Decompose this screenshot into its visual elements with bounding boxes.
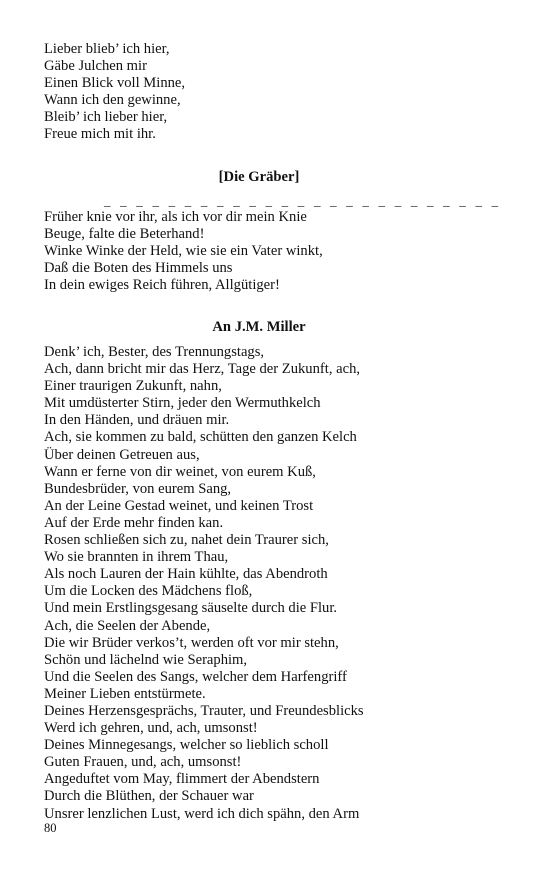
verse-line: Schön und lächelnd wie Seraphim, [44, 651, 248, 668]
poem-stanza-top [44, 41, 514, 144]
verse-line: Rosen schließen sich zu, nahet dein Traurer sich, [44, 532, 329, 549]
verse-line: Auf der Erde mehr finden kan. [44, 514, 224, 531]
verse-line: Einen Blick voll Minne, [44, 75, 186, 92]
poem-an-miller [44, 344, 514, 823]
verse-line: Denk’ ich, Bester, des Trennungstags, [44, 344, 265, 360]
verse-line: Bundesbrüder, von eurem Sang, [44, 480, 232, 497]
verse-line: In dein ewiges Reich führen, Allgütiger! [44, 277, 280, 294]
verse-line: Daß die Boten des Himmels uns [44, 260, 233, 277]
verse-line: Und mein Erstlingsgesang säuselte durch die Flur. [44, 600, 338, 617]
lacuna-dash-line: _ _ _ _ _ _ _ _ _ _ _ _ _ _ _ _ _ _ _ _ _ _ _ _ _ [104, 193, 502, 208]
verse-line: In den Händen, und dräuen mir. [44, 412, 230, 429]
verse-line: Um die Locken des Mädchens floß, [44, 583, 253, 600]
poem-title-an-miller: An J.M. Miller [212, 319, 306, 335]
verse-line: Gäbe Julchen mir [44, 58, 147, 75]
verse-line: Lieber blieb’ ich hier, [44, 41, 170, 57]
verse-line: Als noch Lauren der Hain kühlte, das Abendroth [44, 566, 328, 583]
verse-line: Ach, die Seelen der Abende, [44, 617, 211, 634]
verse-line: Deines Minnegesangs, welcher so lieblich scholl [44, 737, 329, 754]
verse-line: Unsrer lenzlichen Lust, werd ich dich spähn, den Arm [44, 805, 360, 822]
verse-line: An der Leine Gestad weinet, und keinen Trost [44, 497, 314, 514]
verse-line: Ach, dann bricht mir das Herz, Tage der Zukunft, ach, [44, 361, 361, 378]
verse-line: Freue mich mit ihr. [44, 126, 156, 143]
verse-line: Über deinen Getreuen aus, [44, 446, 200, 463]
verse-line: Die wir Brüder verkos’t, werden oft vor mir stehn, [44, 634, 339, 651]
page-number: 80 [44, 821, 57, 835]
verse-line: Wo sie brannten in ihrem Thau, [44, 549, 229, 566]
verse-line: Guten Frauen, und, ach, umsonst! [44, 754, 242, 771]
poem-title-die-graeber: [Die Gräber] [218, 169, 300, 185]
verse-line: Mit umdüsterter Stirn, jeder den Wermuthkelch [44, 395, 321, 412]
verse-line: Wann ich den gewinne, [44, 92, 181, 109]
verse-line: Angeduftet vom May, flimmert der Abendstern [44, 771, 320, 788]
verse-line: Winke Winke der Held, wie sie ein Vater winkt, [44, 243, 323, 260]
verse-line: Ach, sie kommen zu bald, schütten den ganzen Kelch [44, 429, 357, 446]
verse-line: Durch die Blüthen, der Schauer war [44, 788, 254, 805]
verse-line: Einer traurigen Zukunft, nahn, [44, 378, 222, 395]
verse-line: Meiner Lieben entstürmete. [44, 685, 206, 702]
verse-line: Werd ich gehren, und, ach, umsonst! [44, 720, 258, 737]
poem-die-graeber [44, 209, 514, 294]
verse-line: Wann er ferne von dir weinet, von eurem Kuß, [44, 463, 316, 480]
verse-line: Früher knie vor ihr, als ich vor dir mein Knie [44, 209, 307, 225]
verse-line: Und die Seelen des Sangs, welcher dem Harfengriff [44, 668, 347, 685]
verse-line: Beuge, falte die Beterhand! [44, 226, 205, 243]
verse-line: Bleib’ ich lieber hier, [44, 109, 168, 126]
verse-line: Deines Herzensgesprächs, Trauter, und Freundesblicks [44, 702, 364, 719]
